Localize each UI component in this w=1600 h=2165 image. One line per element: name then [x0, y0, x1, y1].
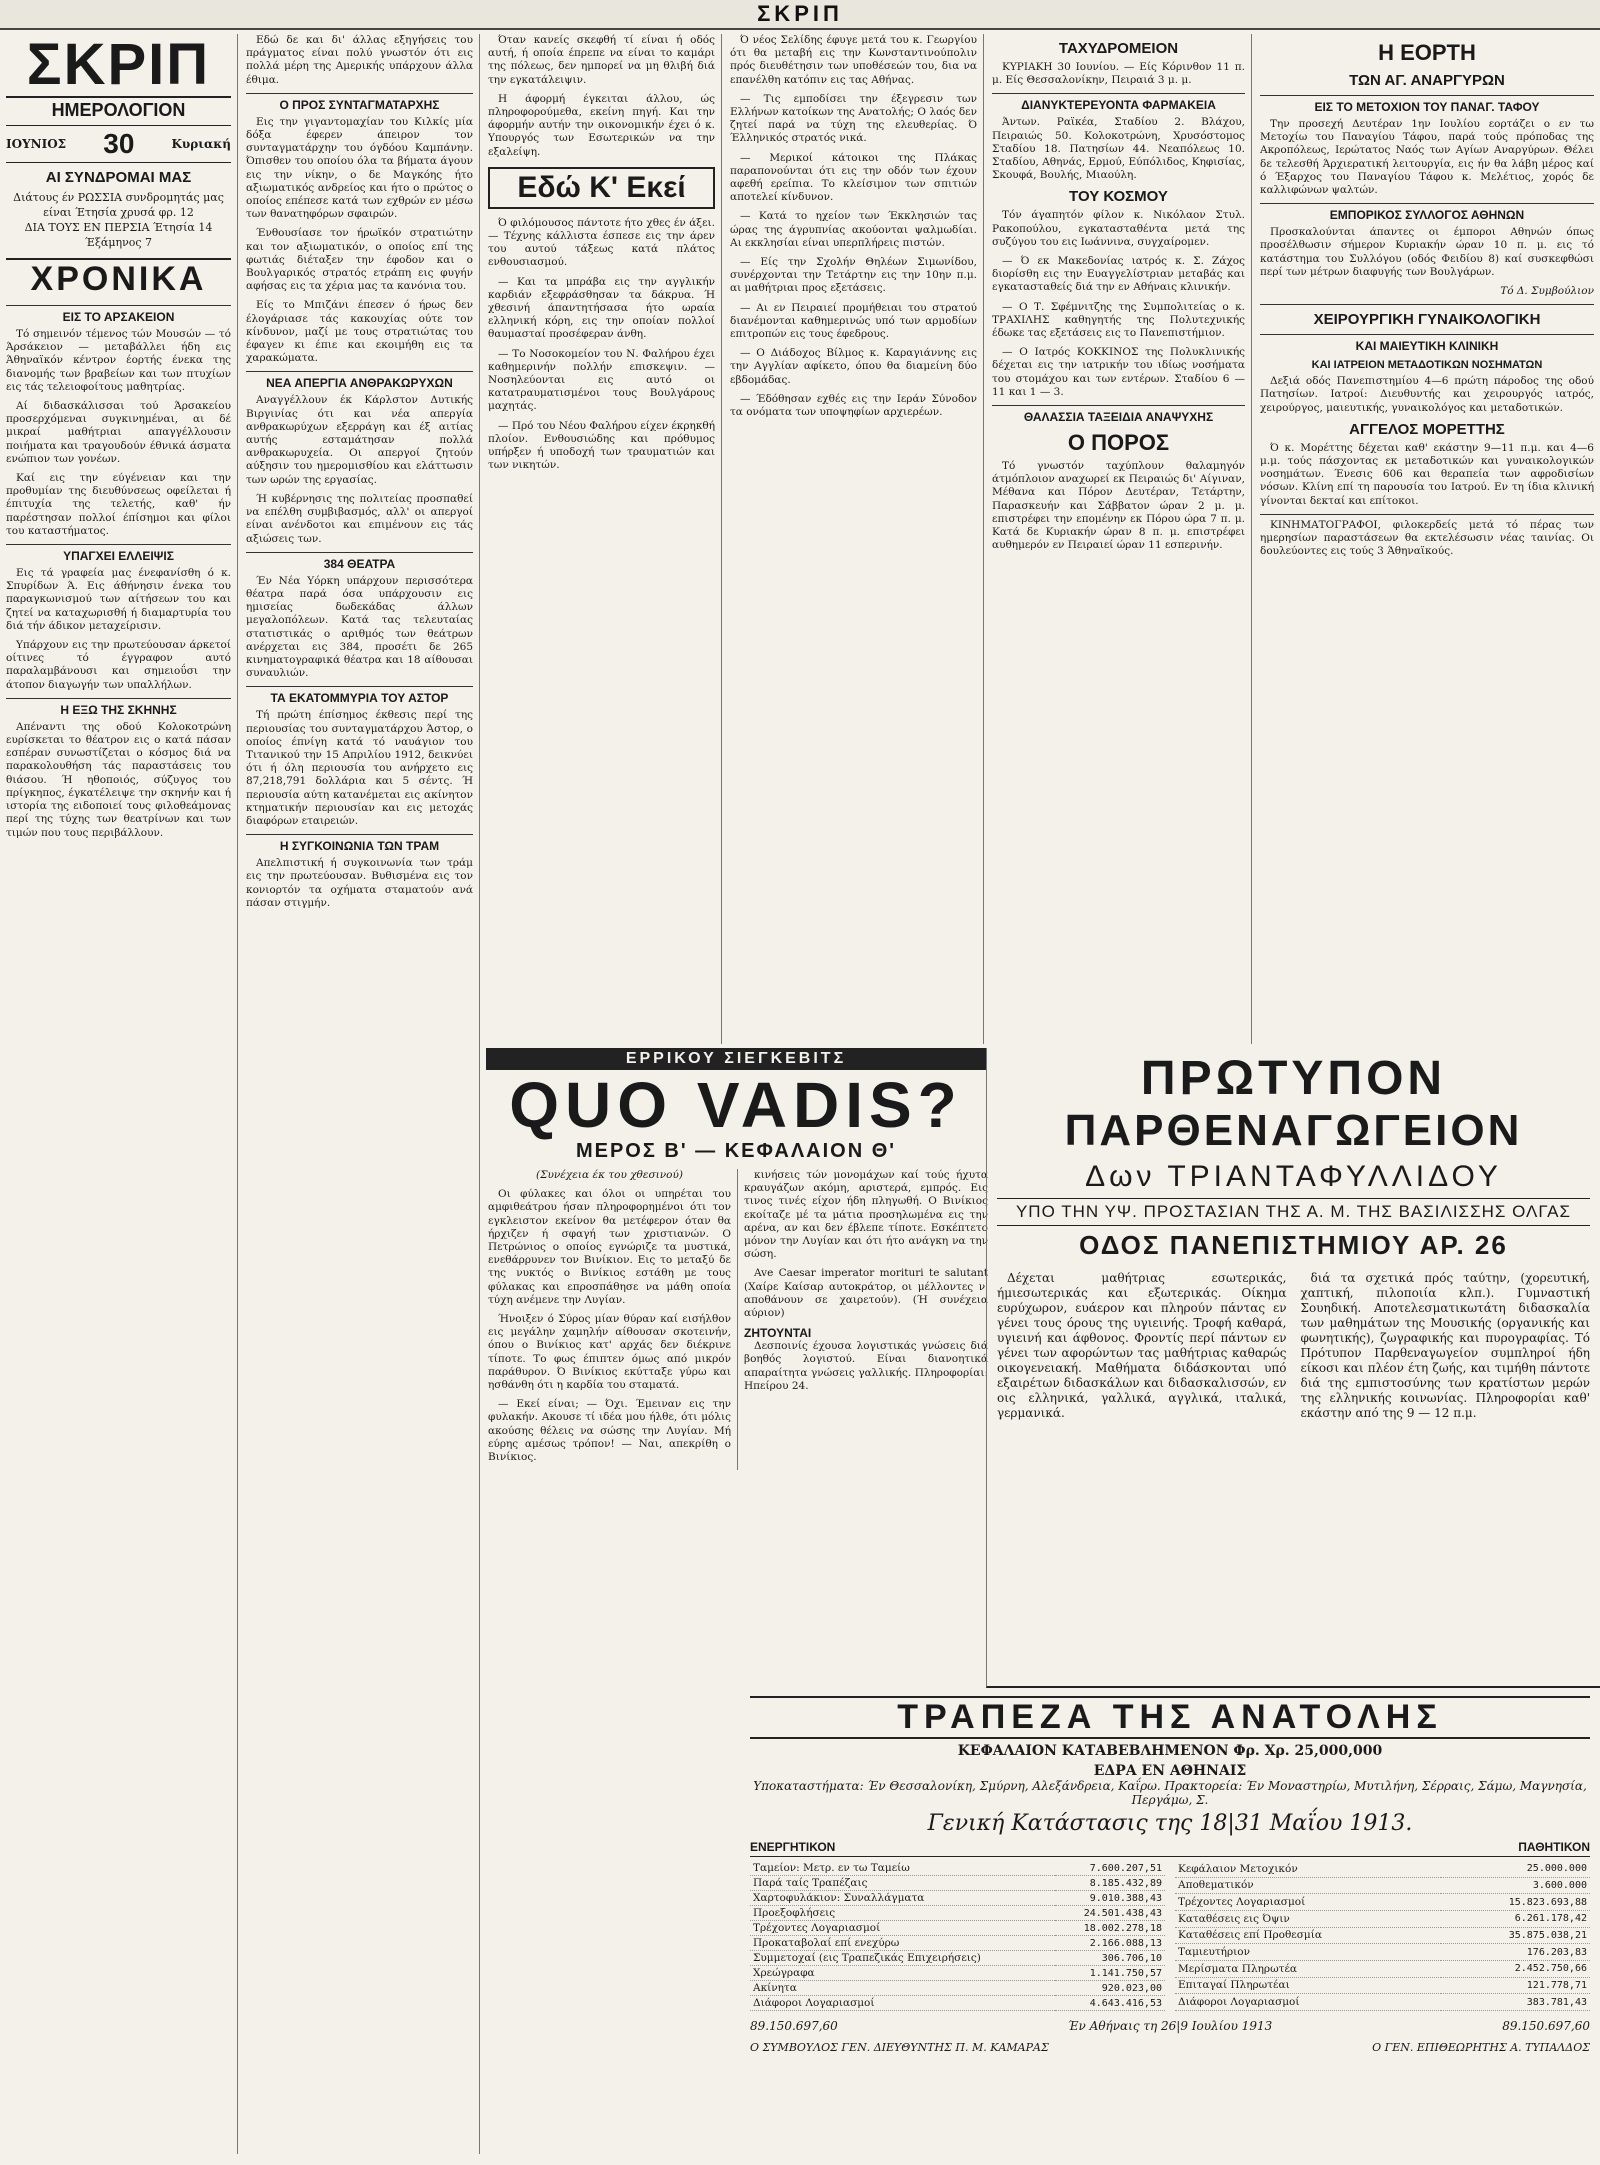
article-text: Ό φιλόμουσος πάντοτε ήτο χθες έν άξει. — Τέχνης κάλλιστα έσπεσε εις την άρεν του αυτού τάξεως κατά πλάτος ενθουσιασμού.	[488, 216, 715, 269]
bank-title: ΤΡΑΠΕΖΑ ΤΗΣ ΑΝΑΤΟΛΗΣ	[750, 1696, 1590, 1739]
ledger-amount: 121.778,71	[1441, 1977, 1590, 1994]
clinic-text: Ό κ. Μορέττης δέχεται καθ' εκάστην 9—11 π.μ. και 4—6 μ.μ. τούς πάσχοντας εκ μεταδοτικών και γυναικολογικών νοσημάτων. Ένεσις 606 και θεραπεία των αφροδισίων νόσων. Κλίνη επί τη παρουσία του Ιατρού. Εν τη ίδια κλινική γίνονται δεκταί και επίτοκοι.	[1260, 441, 1594, 507]
ledger-item: Καταθέσεις εις Όψιν	[1175, 1910, 1441, 1927]
ledger-row	[1175, 1977, 1590, 1994]
article-heading: Ο ΠΡΟΣ ΣΥΝΤΑΓΜΑΤΑΡΧΗΣ	[246, 93, 473, 112]
post-office-heading: ΤΑΧΥΔΡΟΜΕΙΟΝ	[1058, 40, 1179, 57]
article-text: — Έδόθησαν εχθές εις την Ιεράν Σύνοδον τα ονόματα των υποψηφίων αρχιερέων.	[730, 392, 977, 419]
ledger-amount: 15.823.693,88	[1441, 1894, 1590, 1911]
article-text: — Ό εκ Μακεδονίας ιατρός κ. Σ. Ζάχος διορίσθη εις την Ευαγγελίστριαν μεταβάς και εγκατασταθείς διά την εν Αθήναις κλινικήν.	[992, 255, 1245, 294]
ledger-item: Ακίνητα	[750, 1981, 1055, 1996]
article-heading: Η ΣΥΓΚΟΙΝΩΝΙΑ ΤΩΝ ΤΡΑΜ	[246, 834, 473, 853]
masthead-title: ΣΚΡΙΠ	[757, 1, 843, 26]
ledger	[750, 1861, 1590, 2011]
ledger-item: Τρέχοντες Λογαριασμοί	[1175, 1894, 1441, 1911]
merchants-heading: ΕΜΠΟΡΙΚΟΣ ΣΥΛΛΟΓΟΣ ΑΘΗΝΩΝ	[1260, 203, 1594, 222]
article-text: Ό νέος Σελίδης έφυγε μετά του κ. Γεωργίου ότι θα μεταβή εις την Κωνσταντινούπολιν πρός διευθέτησιν των υποθέσεών του, δια να επανέλθη κατόπιν εις τας Αθήνας.	[730, 34, 977, 86]
article-heading: Η ΕΞΩ ΤΗΣ ΣΚΗΝΗΣ	[6, 698, 231, 717]
date-month: ΙΟΥΝΙΟΣ	[6, 137, 67, 151]
logo-subtitle: ΗΜΕΡΟΛΟΓΙΟΝ	[51, 100, 186, 120]
article-text: Όταν κανείς σκεφθή τί είναι ή οδός αυτή, ή οποία έπρεπε να είναι το καμάρι της πόλεως, δεν ημπορεί να μη θλιβή διά την εγκατάλειψιν.	[488, 34, 715, 86]
ledger-row	[750, 1966, 1165, 1981]
serial-part: ΜΕΡΟΣ Β' — ΚΕΦΑΛΑΙΟΝ Θ'	[575, 1140, 897, 1162]
ledger-row	[750, 1981, 1165, 1996]
ledger-item: Τρέχοντες Λογαριασμοί	[750, 1921, 1055, 1936]
liabilities-label: ΠΑΘΗΤΙΚΟΝ	[1518, 1840, 1590, 1854]
bank-totals	[750, 2019, 1590, 2033]
school-text-columns	[997, 1271, 1590, 1427]
ledger-item: Επιταγαί Πληρωτέαι	[1175, 1977, 1441, 1994]
article-text: Τή πρώτη έπίσημος έκθεσις περί της περιουσίας του συνταγματάρχου Άστορ, ο οποίος έπνίγη κατά τό ναυάγιον του Τιτανικού την 15 Απριλίου 1912, δεικνύει ότι ή όλη περιουσία του ανήρχετο εις 87,218,791 δολλάρια και 5 σέντς. Ή περιουσία αύτη κατανέμεται εις ακίνητον κτηματικήν περιουσίαν και εις μετοχάς διαφόρων εταιρειών.	[246, 709, 473, 827]
merchants-text: Προσκαλούνται άπαντες οι έμποροι Αθηνών όπως προσέλθωσιν σήμερον Κυριακήν ώραν 10 π. μ. εις τό κατάστημα του Συλλόγου (οδός Φειδίου 8) καί συσκεφθώσι περί των μέτρων διαφυγής των Βουλγάρων.	[1260, 226, 1594, 278]
serial-text: — Εκεί είναι; — Όχι. Έμειναν εις την φυλακήν. Ακουσε τί ιδέα μου ήλθε, ότι μόλις ακούσης θέλεις να σώσης την Λυγίαν. Μή εύρης αμέσως τρόπον! — Ναι, απεκρίθη ο Βινίκιος.	[488, 1398, 731, 1464]
ledger-amount: 35.875.038,21	[1441, 1927, 1590, 1944]
bank-status-date: Γενική Κατάστασις της 18|31 Μαΐου 1913.	[927, 1811, 1413, 1836]
bank-branches: Υποκαταστήματα: Έν Θεσσαλονίκη, Σμύρνη, Αλεξάνδρεια, Καΐρω. Πρακτορεία: Έν Μοναστηρίω, Μυτιλήνη, Σέρραις, Σάμω, Μαγνησία, Περγάμω, Σ.	[753, 1779, 1587, 1807]
article-heading: 384 ΘΕΑΤΡΑ	[246, 552, 473, 571]
assets-label: ΕΝΕΡΓΗΤΙΚΟΝ	[750, 1840, 836, 1854]
ledger-item: Παρά ταίς Τραπέζαις	[750, 1876, 1055, 1891]
article-text: — Ο Ιατρός ΚΟΚΚΙΝΟΣ της Πολυκλινικής δέχεται εις την ιατρικήν του ιδίως νοσήματα του στομάχου και των εντέρων. Σταδίου 6 — 11 και 1 — 3.	[992, 346, 1245, 398]
ledger-row	[1175, 1994, 1590, 2011]
ledger-amount: 4.643.416,53	[1055, 1996, 1165, 2011]
feast-heading: Η ΕΟΡΤΗ	[1378, 40, 1476, 65]
ledger-item: Ταμείον: Μετρ. εν τω Ταμείω	[750, 1861, 1055, 1876]
article-text: Εις τά γραφεία μας ένεφανίσθη ό κ. Σπυρίδων Ά. Εις άθήνησιν ένεκα του παραγκωνισμού των αίτήσεων του και ζητεί να καταχωρισθή ή διαμαρτυρία του διά τήν άδικον μεταχείρισιν.	[6, 567, 231, 632]
article-text: Απέναντι της οδού Κολοκοτρώνη ευρίσκεται το θέατρον εις ο κατά πάσαν εσπέραν συνωστίζεται ο κόσμος διά να παρακολουθήση τάς παραστάσεις του θιάσου. Ή ηθοποιός, σύζυγος του πρίγκηπος, έγκατέλειψε την σκηνήν και ή ιστορία της ειδοποιεί τους φιλοθεάμονας περί της τύχης των θεατρίνων και των τιμών που τους περιβάλλουν.	[6, 720, 231, 839]
article-text: Τό σημεινόν τέμενος τών Μουσών — τό Άρσάκειον — μεταβάλλει ήδη εις Άθηναϊκόν κέντρον έορτής ένεκα της διανομής των βραβείων και των πτυχίων εις τάς τελειοφοίτους μαθητρίας.	[6, 328, 231, 393]
article-text: — Είς την Σχολήν Θηλέων Σιμωνίδου, συνέρχονται την Τετάρτην εις την 10ην π.μ. αι μαθήτριαι προς εξετάσεις.	[730, 256, 977, 295]
serial-text: Οι φύλακες και όλοι οι υπηρέται του αμφιθεάτρου ήσαν πληροφορημένοι ότι τον εγκλειστον εκείνον θα μετέφερον όταν θα ήρχιζεν ή σφαγή των χριστιανών. Ο Πετρώνιος ο οποίος εγνώριζε τα μυστικά, ενεθάρρυνεν τον Βινίκιον. Εις το μεταξύ δε της νυκτός ο Βινίκιος εστάθη με τους φύλακας και επροσπάθησε να μάθη οποία τύχη ανέμενε την Λυγίαν.	[488, 1188, 731, 1306]
serial-column	[738, 1169, 994, 1470]
article-text: — Αι εν Πειραιεί προμήθειαι του στρατού διανέμονται καθημερινώς υπό των αρμοδίων επιτροπών εις τους έφεδρους.	[730, 301, 977, 341]
ledger-amount: 306.706,10	[1055, 1951, 1165, 1966]
ledger-amount: 24.501.438,43	[1055, 1906, 1165, 1921]
ledger-row	[1175, 1910, 1590, 1927]
bank-statement	[740, 1692, 1600, 2162]
ledger-amount: 3.600.000	[1441, 1877, 1590, 1894]
ledger-amount: 1.141.750,57	[1055, 1966, 1165, 1981]
ledger-amount: 383.781,43	[1441, 1994, 1590, 2011]
sea-trips-heading: ΘΑΛΑΣΣΙΑ ΤΑΞΕΙΔΙΑ ΑΝΑΨΥΧΗΣ	[992, 405, 1245, 424]
feast-subheading: ΤΩΝ ΑΓ. ΑΝΑΡΓΥΡΩΝ	[1349, 72, 1505, 89]
feast-text: Την προσεχή Δευτέραν 1ην Ιουλίου εορτάζει ο εν τω Μετοχίω του Παναγίου Τάφου, παρά τούς πρόποδας της Ακροπόλεως, Ιερώτατος Ναός των Αγίων Αναργύρων. Θέλει δε τελεσθή Άρχιερατική λειτουργία, εις ήν θα λάβη μέρος καί ό Έξαρχος του Παναγίου Τάφου κ. Μελέτιος, χορός δε καλλιφώνων ψαλτών.	[1260, 118, 1594, 197]
article-heading-arsakeion: ΕΙΣ ΤΟ ΑΡΣΑΚΕΙΟΝ	[6, 305, 231, 324]
section-title-xronika: ΧΡΟΝΙΚΑ	[6, 258, 231, 299]
merchants-signature: Τό Δ. Συμβούλιον	[1500, 285, 1594, 298]
article-text: Ή κυβέρνησις της πολιτείας προσπαθεί να επέλθη συμβιβασμός, αλλ' οι απεργοί είναι ανένδοτοι και επιμένουν εις τάς αξιώσεις των.	[246, 492, 473, 545]
article-text: Τόν άγαπητόν φίλον κ. Νικόλαον Στυλ. Ρακοπούλου, εγκατασταθέντα μετά της συζύγου του εις Ιωάννινα, συγχαίρομεν.	[992, 209, 1245, 248]
article-text: Η άφορμή έγκειται άλλου, ώς πληροφορούμεθα, εκείνη πηγή. Και την άφορμήν αυτήν την οικονομικήν έχει ό κ. Υπουργός των Εσωτερικών να την εξαλείψη.	[488, 92, 715, 158]
bank-column-headers	[750, 1840, 1590, 1857]
school-title-2: ΠΑΡΘΕΝΑΓΩΓΕΙΟΝ	[1064, 1106, 1523, 1155]
top-masthead	[0, 0, 1600, 30]
cinema-text: ΚΙΝΗΜΑΤΟΓΡΑΦΟΙ, φιλοκερδείς μετά τό πέρας των ημερησίων παραστάσεων θα εκτελέσωσιν νέας ταινίας. Οι δουλεύοντες εις τούς 3 Άθηναϊκούς.	[1260, 518, 1594, 558]
article-text: Καί εις την εύγένειαν και την προθυμίαν της διευθύνσεως οφείλεται ή έπιτυχία της τελετής, καθ' ήν παρέστησαν πολλοί έπίσημοι και φίλοι του καταστήματος.	[6, 472, 231, 537]
ledger-amount: 176.203,83	[1441, 1944, 1590, 1961]
column-2	[240, 34, 480, 2154]
ledger-row	[750, 1921, 1165, 1936]
ledger-item: Κεφάλαιον Μετοχικόν	[1175, 1861, 1441, 1877]
serial-column	[482, 1169, 738, 1470]
logo: ΣΚΡΙΠ	[6, 34, 231, 98]
dateline	[6, 125, 231, 163]
liabilities-table	[1175, 1861, 1590, 2011]
ledger-amount: 920.023,00	[1055, 1981, 1165, 1996]
article-text: — Το Νοσοκομείον του Ν. Φαλήρου έχει καθημερινήν πολλήν επισκεψιν. — Νοσηλεύονται εις αυτό οι κατατραυματισμένοι τους Βουλγάρους μαχητάς.	[488, 347, 715, 413]
bank-capital: ΚΕΦΑΛΑΙΟΝ ΚΑΤΑΒΕΒΛΗΜΕΝΟΝ Φρ. Χρ. 25,000,000	[957, 1743, 1383, 1759]
article-text: — Κατά το ηχείον των Έκκλησιών τας ώρας της άγρυπνίας ακούονται ψαλμωδίαι. Αι εκκλησίαι είναι υπερπλήρεις πιστών.	[730, 210, 977, 249]
serial-author: ΕΡΡΙΚΟΥ ΣΙΕΓΚΕΒΙΤΣ	[486, 1048, 986, 1070]
section-title-edo-kekei: Εδώ Κ' Εκεί	[488, 167, 715, 209]
society-heading: ΤΟΥ ΚΟΣΜΟΥ	[1069, 188, 1168, 206]
article-text: Έν Νέα Υόρκη υπάρχουν περισσότερα θέατρα παρά όσα υπάρχουσιν εις ημισείας δωδεκάδας άλλων μεγαλοπόλεων. Κατά τας τελευταίας στατιστικάς ο αριθμός των θεάτρων ανέρχεται εις 384, προσέτι δε 265 κινηματογραφικά θέατρα και 18 αίθουσαι συναυλιών.	[246, 574, 473, 680]
article-heading: ΥΠΑΓΧΕΙ ΕΛΛΕΙΨΙΣ	[6, 544, 231, 563]
school-advertisement	[986, 1048, 1600, 1688]
column-4	[724, 34, 984, 1044]
ledger-row	[1175, 1894, 1590, 1911]
ledger-item: Αποθεματικόν	[1175, 1877, 1441, 1894]
clinic-subheading-2: ΚΑΙ ΙΑΤΡΕΙΟΝ ΜΕΤΑΔΟΤΙΚΩΝ ΝΟΣΗΜΑΤΩΝ	[1311, 359, 1543, 372]
poros-heading: Ο ΠΟΡΟΣ	[1067, 430, 1170, 456]
ledger-row	[750, 1936, 1165, 1951]
ledger-amount: 25.000.000	[1441, 1861, 1590, 1877]
ledger-item: Προκαταβολαί επί ενεχύρω	[750, 1936, 1055, 1951]
subscriptions-russia: Διάτους έν ΡΩΣΣΙΑ συνδρομητάς μας είναι Έτησία χρυσά φρ. 12	[13, 191, 224, 219]
article-text: Εδώ δε και δι' άλλας εξηγήσεις του πράγματος είναι πολύ γνωστόν ότι εις πολλά μέρη της Αμερικής υπάρχουν άλλα έθιμα.	[246, 34, 473, 86]
school-owner: Δων ΤΡΙΑΝΤΑΦΥΛΛΙΔΟΥ	[1085, 1160, 1502, 1193]
serial-continued: (Συνέχεια έκ του χθεσινού)	[536, 1169, 683, 1181]
ledger-row	[750, 1906, 1165, 1921]
article-text: — Ο Τ. Σφέμνιτζης της Συμπολιτείας ο κ. ΤΡΑΧΙΛΗΣ καθηγητής της Πολυτεχνικής έδωκε τας εξετάσεις εις το Πανεπιστήμιον.	[992, 300, 1245, 340]
school-title-1: ΠΡΩΤΥΠΟΝ	[1140, 1052, 1447, 1105]
serial-title: QUO VADIS?	[509, 1069, 963, 1141]
ledger-row	[750, 1996, 1165, 2011]
article-text: Είς το Μπιζάνι έπεσεν ό ήρως δεν έλογάριασε τάς κακουχίας ούτε τον κίνδυνον, μαζί με τους στρατιώτας του έφαγεν κι έπιε και εκοιμήθη εις τα χαρακώματα.	[246, 299, 473, 365]
column-1	[0, 34, 238, 2154]
ledger-amount: 2.166.088,13	[1055, 1936, 1165, 1951]
column-6	[1254, 34, 1600, 1044]
clinic-text: Δεξιά οδός Πανεπιστημίου 4—6 πρώτη πάροδος της οδού Πατησίων. Ιατροί: Διευθυντής και χειρουργός ιατρός, χειρούργος, μαιευτικής, γυναικολόγος και μεταδοτικών.	[1260, 375, 1594, 414]
ledger-item: Διάφοροι Λογαριασμοί	[1175, 1994, 1441, 2011]
ledger-item: Συμμετοχαί (εις Τραπεζικάς Επιχειρήσεις)	[750, 1951, 1055, 1966]
ledger-amount: 7.600.207,51	[1055, 1861, 1165, 1876]
bank-seat: ΕΔΡΑ ΕΝ ΑΘΗΝΑΙΣ	[1093, 1763, 1247, 1779]
school-text: Δέχεται μαθήτριας εσωτερικάς, ήμιεσωτερικάς και εξωτερικάς. Οίκημα ευρύχωρον, ευάερον και πληρούν πάντας εν γένει τους όρους της υγιεινής. Τροφή καθαρά, υγιεινή και άφθονος. Φροντίς περί πάντων εν γένει των αφορώντων τας μαθήτριας καθαρώς οικογενειακή. Μαθήματα διδάσκονται υπό εξαιρέτων διδασκάλων και διδασκαλισσών, εν οις ελληνικά, γαλλικά, αγγλικά, ιταλικά, γερμανικά.	[997, 1271, 1287, 1420]
ledger-item: Καταθέσεις επί Προθεσμία	[1175, 1927, 1441, 1944]
article-heading: ΤΑ ΕΚΑΤΟΜΜΥΡΙΑ ΤΟΥ ΑΣΤΟΡ	[246, 686, 473, 705]
subscriptions-heading: ΑΙ ΣΥΝΔΡΟΜΑΙ ΜΑΣ	[45, 169, 192, 186]
article-text: Υπάρχουν εις την πρωτεύουσαν άρκετοί οίτινες τό έγγραφον αυτό παραλαμβάνουσι και σημειοΰσι την άτοπον διαγωγήν των υπαλλήλων.	[6, 639, 231, 691]
clinic-subheading: ΚΑΙ ΜΑΙΕΥΤΙΚΗ ΚΛΙΝΙΚΗ	[1260, 334, 1594, 353]
ledger-amount: 8.185.432,89	[1055, 1876, 1165, 1891]
liabilities-total: 89.150.697,60	[1502, 2019, 1590, 2033]
ledger-row	[1175, 1960, 1590, 1977]
serial-text: Ave Caesar imperator morituri te salutant (Χαίρε Καίσαρ αυτοκράτορ, οι μέλλοντες ν' αποθάνουν σε χαιρετούν). (Ή συνέχεια αύριον)	[744, 1267, 988, 1320]
ledger-row	[1175, 1877, 1590, 1894]
article-text: — Πρό του Νέου Φαλήρου είχεν έκρηκθή πλοίον. Ενθουσιώδης και πρόθυμος υπήρξεν ή υποδοχή των τραυματιών και των νικητών.	[488, 419, 715, 472]
school-text: διά τα σχετικά πρός ταύτην, (χορευτική, χαπτική, πιλοποιία κλπ.). Γυμναστική Σουηδική. Αποτελεσματικωτάτη διδασκαλία των μαθημάτων της Μουσικής (οργανικής και φωνητικής), ζωγραφικής και πυρογραφίας. Τό Πρότυπον Παρθεναγωγείον συμπληροί ήδη είκοσι και πλέον έτη ζωής, και τιμήθη πάντοτε διά της εμπιστοσύνης των κρατίστων μερών της ελληνικής κοινωνίας. Πληροφορίαι καθ' εκάστην από της 9 — 12 π.μ.	[1300, 1271, 1590, 1420]
ledger-item: Διάφοροι Λογαριασμοί	[750, 1996, 1055, 2011]
ledger-row	[750, 1891, 1165, 1906]
ledger-amount: 9.010.388,43	[1055, 1891, 1165, 1906]
serial-text: κινήσεις τών μονομάχων καί τούς ήχυτα κραυγάζων ακόμη, αριστερά, εμπρός. Εις τινος τινές είχον ήδη πληγωθή. Ο Βινίκιος εκοίταζε μέ τα μάτια προσηλωμένα εις την αρένα, αν και δεν έβλεπε τίποτε. Εσκέπτετο μόνον την Λυγίαν και ότι ήτο ανάγκη να την σώση.	[744, 1169, 988, 1261]
article-text: — Μερικοί κάτοικοι της Πλάκας παραπονούνται ότι εις την οδόν των έχουν αφεθή ερείπια. Το κλείσιμον των σπιτιών αποτελεί κίνδυνον.	[730, 151, 977, 204]
article-text: — Ο Διάδοχος Βίλμος κ. Καραγιάννης εις την Αγγλίαν αφίκετο, όπου θα διαμείνη δύο εβδομάδας.	[730, 347, 977, 386]
bank-date: Έν Αθήναις τη 26|9 Ιουλίου 1913	[1067, 2019, 1273, 2033]
assets-total: 89.150.697,60	[750, 2019, 838, 2033]
signature-director: Ο ΣΥΜΒΟΥΛΟΣ ΓΕΝ. ΔΙΕΥΘΥΝΤΗΣ Π. Μ. ΚΑΜΑΡΑΣ	[750, 2041, 1049, 2054]
ledger-item: Μερίσματα Πληρωτέα	[1175, 1960, 1441, 1977]
bank-signatures	[750, 2041, 1590, 2054]
divider	[1260, 304, 1594, 305]
ledger-row	[1175, 1927, 1590, 1944]
article-heading: ΝΕΑ ΑΠΕΡΓΙΑ ΑΝΘΡΑΚΩΡΥΧΩΝ	[246, 371, 473, 390]
ledger-item: Χρεώγραφα	[750, 1966, 1055, 1981]
signature-inspector: Ο ΓΕΝ. ΕΠΙΘΕΩΡΗΤΗΣ Α. ΤΥΠΑΛΔΟΣ	[1372, 2041, 1590, 2054]
wanted-ad-text: Δεσποινίς έχουσα λογιστικάς γνώσεις διά βοηθός λογιστού. Είναι διανοητικά απαραίτητα γνώσεις γαλλικής. Πληροφορίαι: Ηπείρου 24.	[744, 1340, 988, 1392]
article-text: — Τις εμποδίσει την έξεγρεσιν των Ελλήνων κατοίκων της Ανατολής; Ο λαός δεν ζητεί παρά να τύχη της ελευθερίας. Ό Έλληνικός στρατός νικά.	[730, 92, 977, 145]
ledger-row	[1175, 1861, 1590, 1877]
pharmacies-heading: ΔΙΑΝΥΚΤΕΡΕΥΟΝΤΑ ΦΑΡΜΑΚΕΙΑ	[992, 93, 1245, 112]
date-weekday: Κυριακή	[171, 137, 231, 151]
article-text: Εις την γιγαντομαχίαν του Κιλκίς μία δόξα έφερεν άπειρον τον συνταγματάρχην του όγδόου Καμπάνην. Όπισθεν του οποίου όλα τα βήματα άγουν εις την νίκην, ο δε Μαγκόης ήτο αξιωματικός ανδρείος και ήτο ο πρώτος ο οποίος επέπεσε κατά των εχθρών εν μέσω των θανατηφόρων σφαιρών.	[246, 115, 473, 221]
article-text: Απελπιστική ή συγκοινωνία των τράμ εις την πρωτεύουσαν. Βυθισμένα εις τον κονιορτόν τα οχήματα σταματούν ανά πάσαν στιγμήν.	[246, 857, 473, 909]
clinic-heading: ΧΕΙΡΟΥΡΓΙΚΗ ΓΥΝΑΙΚΟΛΟΓΙΚΗ	[1313, 311, 1541, 329]
serial-text: Ήνοιξεν ό Σύρος μίαν θύραν καί εισήλθον εις μεγάλην χαμηλήν αίθουσαν σκοτεινήν, όπου ο Βινίκιος κατ' αρχάς δεν διέκρινε τίποτε. Το φως έπιπτεν όμως από μικρόν παράθυρον. Ό Βινίκιος εκύτταξε γύρω και ησθάνθη ότι η καρδία του σταματά.	[488, 1313, 731, 1392]
ledger-item: Προεξοφλήσεις	[750, 1906, 1055, 1921]
wanted-ad-heading: ΖΗΤΟΥΝΤΑΙ	[744, 1326, 812, 1341]
sea-trips-text: Τό γνωστόν ταχύπλουν θαλαμηγόν άτμόπλοιον αναχωρεί εκ Πειραιώς δι' Αίγιναν, Μέθανα και Πόρον Δευτέραν, Τετάρτην, Παρασκευήν και Σάββατον ώραν 2 μ. μ. επιστρέφει την επομένην εκ Πόρου ώρα 7 π. μ. Κατά δε Κυριακήν ώραν 8 π. μ. επιστρέφει αυθημερόν εν Πειραιεί ώραν 11 εσπερινήν.	[992, 460, 1245, 552]
column-3	[482, 34, 722, 1044]
article-text: Αί διδασκάλισσαι τού Άρσακείου προσερχόμεναι συγκινημέναι, αι δέ μικραί μαθήτριαι απαγγέλλουσιν ποιήματα και τραγουδούν έθνικά άσματα ενώπιον των γονέων.	[6, 400, 231, 465]
ledger-amount: 2.452.750,66	[1441, 1960, 1590, 1977]
subscriptions-persia: ΔΙΑ ΤΟΥΣ ΕΝ ΠΕΡΣΙΑ Έτησία 14 Έξάμηνος 7	[24, 221, 213, 249]
article-text: Αναγγέλλουν έκ Κάρλστον Δυτικής Βιργινίας ότι και νέα απεργία ανθρακωρύχων εξερράγη και έξ αιτίας αυτής εσταμάτησαν πολλά ανθρακωρυχεία. Οι απεργοί ζητούν αύξησιν του ημερομισθίου και ελάττωσιν των ωρών της εργασίας.	[246, 394, 473, 486]
ledger-row	[750, 1861, 1165, 1876]
ledger-row	[750, 1876, 1165, 1891]
ledger-row	[1175, 1944, 1590, 1961]
article-text: Ένθουσίασε τον ήρωϊκόν στρατιώτην και τον αξιωματικόν, ο οποίος επί της φωτιάς διέταξεν την έφοδον και ο Βουλγαρικός στρατός ετράπη εις φυγήν αφήσας εις τα χέρια μας τα κανόνια του.	[246, 227, 473, 293]
ledger-amount: 6.261.178,42	[1441, 1910, 1590, 1927]
ledger-item: Ταμιευτήριον	[1175, 1944, 1441, 1961]
post-office-text: ΚΥΡΙΑΚΗ 30 Ιουνίου. — Είς Κόρινθον 11 π. μ. Είς Θεσσαλονίκην, Πειραιά 3 μ. μ.	[992, 61, 1245, 87]
divider	[1260, 514, 1594, 515]
feast-location: ΕΙΣ ΤΟ ΜΕΤΟΧΙΟΝ ΤΟΥ ΠΑΝΑΓ. ΤΑΦΟΥ	[1260, 95, 1594, 114]
article-text: — Και τα μπράβα εις την αγγλικήν καρδιάν εξεφράσθησαν τα δάκρυα. Ή χθεσινή άπαντητήσασα ήτο ωραία ελληνική κόρη, εις την οποίαν πολλοί θαυμασταί προσέφεραν άνθη.	[488, 275, 715, 341]
date-day: 30	[103, 128, 135, 159]
column-5	[986, 34, 1252, 1044]
ledger-item: Χαρτοφυλάκιον: Συναλλάγματα	[750, 1891, 1055, 1906]
school-address: ΟΔΟΣ ΠΑΝΕΠΙΣΤΗΜΙΟΥ ΑΡ. 26	[1079, 1230, 1508, 1260]
assets-table	[750, 1861, 1165, 2011]
school-patronage: ΥΠΟ ΤΗΝ ΥΨ. ΠΡΟΣΤΑΣΙΑΝ ΤΗΣ Α. Μ. ΤΗΣ ΒΑΣΙΛΙΣΣΗΣ ΟΛΓΑΣ	[997, 1198, 1590, 1226]
ledger-row	[750, 1951, 1165, 1966]
pharmacies-text: Άντων. Ραϊκέα, Σταδίου 2. Βλάχου, Πειραιώς 50. Κολοκοτρώνη, Χρυσόστομος Σταδίου 18. Πατησίων 44. Νεαπόλεως 10. Σταδίου, Αθηνάς, Ερμού, Εύπόλιδος, Κηφισίας, Σκουφά, Βουλής, Μιαούλη.	[992, 116, 1245, 182]
ledger-amount: 18.002.278,18	[1055, 1921, 1165, 1936]
clinic-doctor: ΑΓΓΕΛΟΣ ΜΟΡΕΤΤΗΣ	[1349, 420, 1505, 438]
